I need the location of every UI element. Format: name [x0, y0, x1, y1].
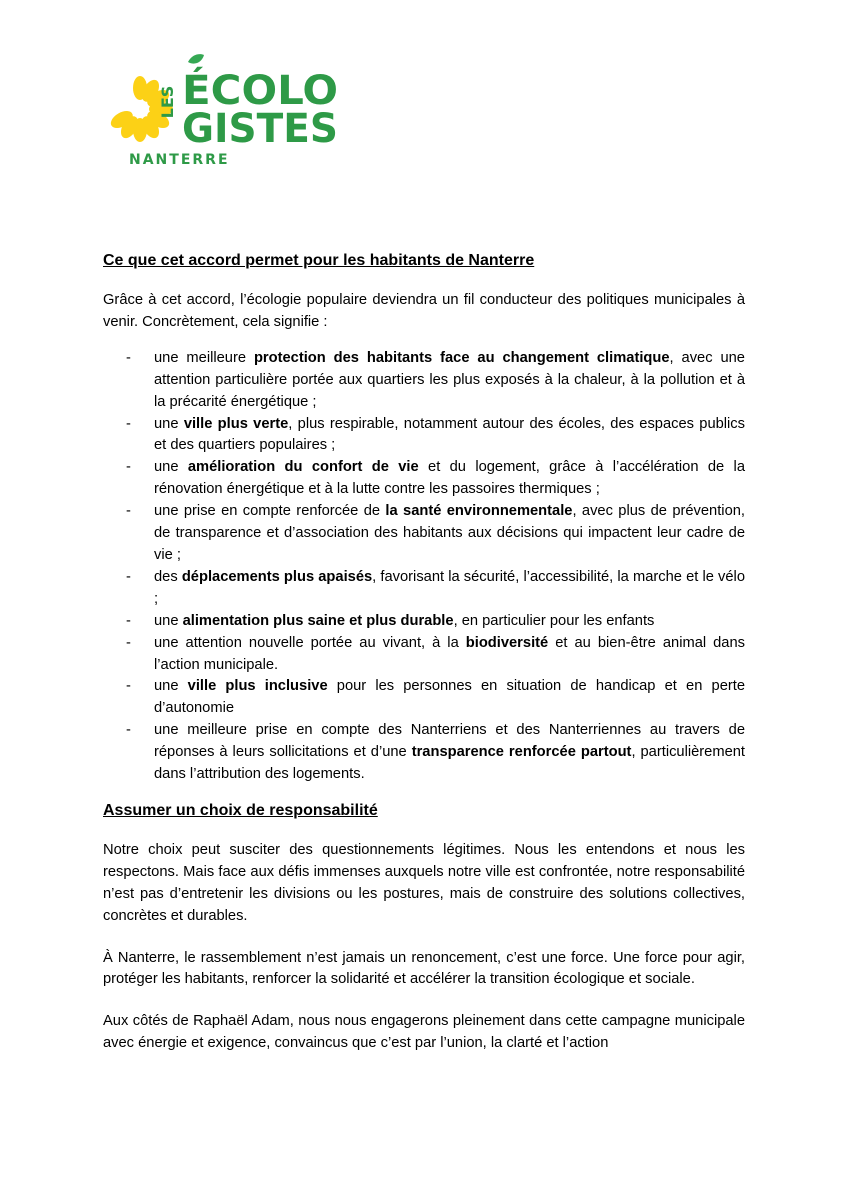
list-item-text: une	[154, 459, 188, 476]
list-item-text: une	[154, 612, 183, 629]
bullet-dash: -	[126, 503, 131, 520]
list-item-emphasis: transparence renforcée partout	[411, 744, 632, 761]
logo-les: LES	[158, 85, 177, 119]
list-item	[103, 457, 745, 501]
bullet-dash: -	[126, 634, 131, 651]
list-item-text: une attention nouvelle portée au vivant, à la	[154, 634, 466, 651]
list-item-text: , en particulier pour les enfants	[453, 612, 655, 629]
bullet-dash: -	[126, 722, 131, 739]
list-item-text: une	[154, 678, 188, 695]
section-heading-accord: Ce que cet accord permet pour les habitants de Nanterre	[103, 252, 535, 269]
list-item-text: , favorisant la sécurité, l’accessibilité, la marche et le vélo ;	[154, 568, 745, 607]
list-item-text: une prise en compte renforcée de	[154, 503, 386, 520]
list-item-emphasis: biodiversité	[465, 634, 549, 651]
paragraph-raphael-adam: Aux côtés de Raphaël Adam, nous nous engagerons pleinement dans cette campagne municipale avec énergie et exigence, convaincus que c’est par l’union, la clarté et l’action	[103, 1013, 745, 1052]
list-item-text: une meilleure prise en compte des Nanterriens et des Nanterriennes au travers de réponses à leurs sollicitations et d’une	[154, 722, 745, 761]
les-ecologistes-logo	[104, 54, 344, 170]
list-item	[103, 414, 745, 458]
intro-paragraph: Grâce à cet accord, l’écologie populaire deviendra un fil conducteur des politiques municipales à venir. Concrètement, cela signifie :	[103, 292, 745, 330]
list-item	[103, 633, 745, 677]
list-item-text: une meilleure	[154, 349, 254, 366]
list-item-emphasis: ville plus verte	[183, 415, 289, 432]
paragraph-rassemblement: À Nanterre, le rassemblement n’est jamais un renoncement, c’est une force. Une force pour agir, protéger les habitants, renforcer la solidarité et accélérer la transition écologique et sociale.	[103, 949, 745, 988]
bullet-dash: -	[126, 415, 131, 432]
logo-nanterre: NANTERRE	[129, 152, 230, 168]
list-item-text: des	[154, 568, 182, 585]
list-item-text: une	[154, 415, 184, 432]
list-item-text: , avec plus de prévention, de transparence et d’association des habitants aux décisions qui impactent leur cadre de vie ;	[154, 503, 745, 563]
list-item-text: , plus respirable, notamment autour des écoles, des espaces publics et des quartiers populaires ;	[154, 415, 745, 454]
bullet-dash: -	[126, 568, 131, 585]
list-item-text: , avec une attention particulière portée aux quartiers les plus exposés à la chaleur, à la pollution et à la précarité énergétique ;	[154, 349, 745, 410]
list-item	[103, 501, 745, 567]
bullet-dash: -	[126, 349, 131, 366]
section-heading-responsabilite: Assumer un choix de responsabilité	[103, 801, 378, 819]
list-item-text: et au bien-être animal dans l’action municipale.	[154, 634, 745, 673]
list-item-emphasis: déplacements plus apaisés	[181, 568, 373, 585]
list-item-text: , particulièrement dans l’attribution des logements.	[154, 744, 746, 783]
bullet-dash: -	[126, 459, 131, 476]
logo-graphic	[104, 54, 344, 170]
list-item	[103, 567, 745, 611]
logo-gistes: GISTES	[182, 106, 338, 152]
list-item	[103, 720, 745, 786]
list-item-text: pour les personnes en situation de handicap et en perte d’autonomie	[154, 678, 745, 717]
leaf-icon	[188, 54, 204, 63]
paragraph-questionnements: Notre choix peut susciter des questionnements légitimes. Nous les entendons et nous les respectons. Mais face aux défis immenses auxquels notre ville est confrontée, notre responsabilité n’est pas d’entretenir les divisions ou les postures, mais de construire des solutions collectives, concrètes et durables.	[103, 841, 745, 924]
benefits-list	[103, 348, 745, 786]
list-item-text: et du logement, grâce à l’accélération de la rénovation énergétique et à la lutte contre les passoires thermiques ;	[154, 459, 745, 498]
list-item-emphasis: la santé environnementale	[385, 503, 573, 520]
list-item-emphasis: alimentation plus saine et plus durable	[182, 612, 454, 629]
document-body	[103, 250, 745, 1075]
list-item	[103, 676, 745, 720]
logo-ecolo: ÉCOLO	[182, 68, 331, 114]
list-item	[103, 348, 745, 414]
list-item-emphasis: amélioration du confort de vie	[187, 459, 419, 476]
bullet-dash: -	[126, 612, 131, 629]
bullet-dash: -	[126, 678, 131, 695]
list-item-emphasis: protection des habitants face au changement climatique	[253, 349, 670, 366]
list-item-emphasis: ville plus inclusive	[187, 678, 328, 695]
list-item	[103, 611, 745, 633]
